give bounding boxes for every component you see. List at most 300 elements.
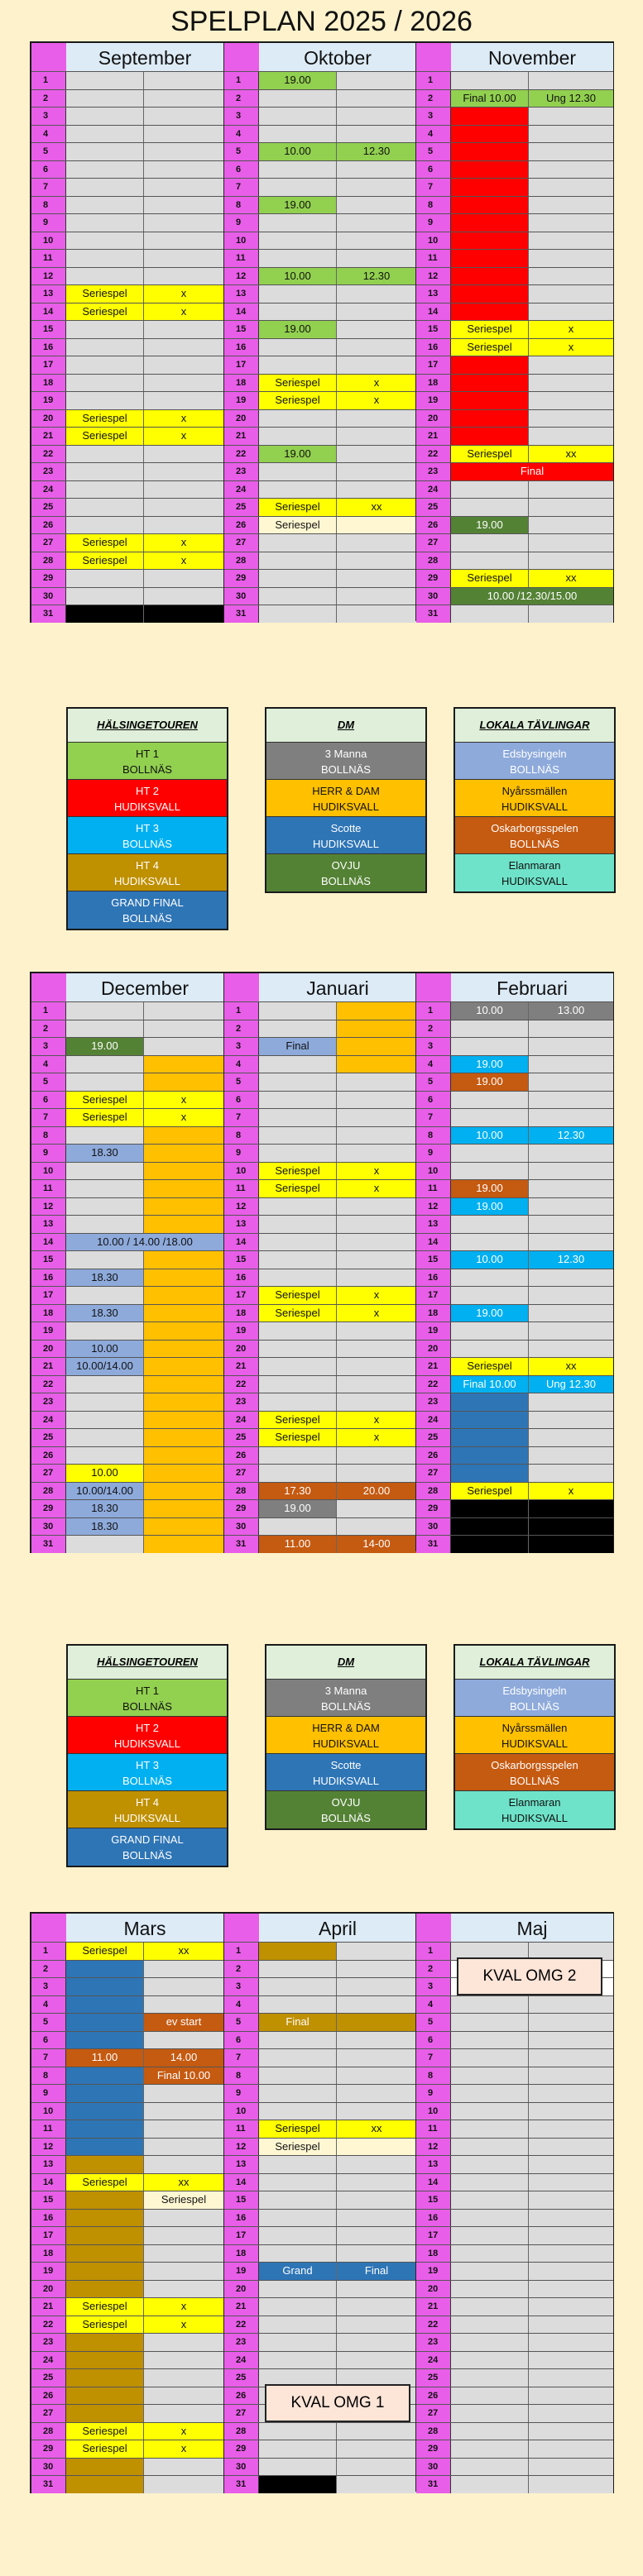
event-cell-1[interactable]: Final [259,2014,337,2031]
day-row[interactable] [224,1269,416,1287]
event-cell-2[interactable] [529,143,613,160]
event-cell-1[interactable] [451,2281,529,2298]
event-cell-2[interactable] [144,1429,223,1446]
event-cell-1[interactable] [259,534,337,552]
event-cell-2[interactable]: 12.30 [337,268,416,285]
event-cell-1[interactable] [66,1056,144,1073]
event-cell-2[interactable]: x [144,552,223,570]
day-row[interactable] [31,1482,223,1500]
event-cell-1[interactable]: Seriespel [259,2120,337,2138]
day-row[interactable] [224,2458,416,2476]
event-cell-2[interactable] [529,1465,613,1482]
day-row[interactable] [31,2048,223,2067]
event-cell-2[interactable] [337,161,416,179]
day-row[interactable] [224,338,416,356]
day-row[interactable] [31,1269,223,1287]
event-cell-1[interactable]: 10.00 [451,1002,529,1020]
day-row[interactable] [416,1162,613,1180]
day-row[interactable] [31,1215,223,1233]
day-row[interactable] [224,2048,416,2067]
day-row[interactable] [224,125,416,143]
event-cell-1[interactable] [259,126,337,143]
event-cell-1[interactable]: Seriespel [259,517,337,534]
event-cell-2[interactable] [529,2049,613,2067]
event-cell-1[interactable] [451,268,529,285]
event-cell-2[interactable]: x [144,1092,223,1109]
day-row[interactable] [416,2084,613,2102]
event-cell-1[interactable] [66,1376,144,1393]
event-cell-1[interactable] [451,2459,529,2476]
day-row[interactable] [224,2084,416,2102]
event-cell-1[interactable]: Seriespel [66,1092,144,1109]
event-cell-2[interactable] [337,1269,416,1287]
event-cell-2[interactable] [529,108,613,125]
event-cell-2[interactable] [337,2085,416,2102]
day-row[interactable] [416,1321,613,1340]
event-cell-1[interactable] [66,1251,144,1269]
day-row[interactable] [416,320,613,338]
day-row[interactable] [31,2173,223,2191]
day-row[interactable] [416,1482,613,1500]
day-row[interactable] [416,1233,613,1251]
day-row[interactable] [224,2191,416,2209]
day-row[interactable] [31,1037,223,1055]
event-cell-2[interactable]: xx [529,570,613,587]
event-cell[interactable]: 10.00 / 14.00 /18.00 [66,1234,223,1251]
event-cell-1[interactable] [66,1002,144,1020]
event-cell-1[interactable] [259,570,337,587]
day-row[interactable] [31,1286,223,1304]
day-row[interactable] [224,1482,416,1500]
day-row[interactable] [224,2297,416,2316]
event-cell-1[interactable] [66,605,144,623]
day-row[interactable] [416,2351,613,2369]
day-row[interactable] [416,1037,613,1055]
event-cell-1[interactable] [66,2476,144,2493]
event-cell-2[interactable] [144,2139,223,2156]
event-cell-1[interactable] [259,1127,337,1145]
event-cell-1[interactable] [259,463,337,480]
event-cell-1[interactable] [451,2085,529,2102]
event-cell-2[interactable]: x [337,1305,416,1322]
event-cell-1[interactable] [66,268,144,285]
event-cell-1[interactable] [259,1145,337,1162]
event-cell-2[interactable] [529,2459,613,2476]
day-row[interactable] [224,2244,416,2263]
event-cell-2[interactable] [529,2281,613,2298]
event-cell-1[interactable] [66,321,144,338]
event-cell-2[interactable] [529,268,613,285]
event-cell-1[interactable] [451,2049,529,2067]
event-cell-1[interactable]: Seriespel [259,2139,337,2156]
event-cell-2[interactable]: Ung 12.30 [529,1376,613,1393]
event-cell-2[interactable] [337,1518,416,1536]
day-row[interactable] [416,196,613,214]
day-row[interactable] [416,1197,613,1216]
event-cell-1[interactable]: Seriespel [259,1412,337,1429]
event-cell-1[interactable]: 19.00 [259,72,337,89]
event-cell-2[interactable] [337,1358,416,1375]
day-row[interactable] [416,1517,613,1536]
event-cell-2[interactable]: Ung 12.30 [529,90,613,108]
event-cell-2[interactable] [337,2014,416,2031]
event-cell-2[interactable] [337,2281,416,2298]
day-row[interactable] [31,1233,223,1251]
event-cell-2[interactable] [337,1322,416,1340]
day-row[interactable] [416,516,613,534]
day-row[interactable] [224,107,416,125]
event-cell-1[interactable] [66,2139,144,2156]
day-row[interactable] [31,284,223,303]
day-row[interactable] [31,303,223,321]
day-row[interactable] [31,2244,223,2263]
event-cell-1[interactable] [66,2352,144,2369]
day-row[interactable] [31,2297,223,2316]
event-cell-2[interactable]: xx [529,446,613,463]
event-cell-1[interactable] [259,90,337,108]
event-cell-2[interactable] [337,1978,416,1995]
event-cell-2[interactable] [529,2067,613,2085]
event-cell-2[interactable] [529,2298,613,2316]
event-cell-2[interactable] [529,2227,613,2244]
event-cell-1[interactable]: Seriespel [66,2423,144,2440]
event-cell-1[interactable]: 19.00 [66,1038,144,1055]
event-cell-2[interactable] [337,1198,416,1216]
event-cell-2[interactable] [144,2334,223,2351]
event-cell-1[interactable] [451,1269,529,1287]
day-row[interactable] [416,1428,613,1446]
event-cell-2[interactable] [529,179,613,196]
day-row[interactable] [31,1020,223,1038]
day-row[interactable] [224,1340,416,1358]
event-cell-1[interactable]: 18.30 [66,1500,144,1517]
day-row[interactable] [224,1108,416,1126]
event-cell-2[interactable] [529,1287,613,1304]
event-cell-2[interactable] [337,2191,416,2209]
event-cell-1[interactable] [66,339,144,356]
day-row[interactable] [416,1001,613,1020]
day-row[interactable] [31,2333,223,2351]
event-cell-2[interactable] [529,1056,613,1073]
day-row[interactable] [31,356,223,374]
day-row[interactable] [31,2422,223,2440]
day-row[interactable] [224,1286,416,1304]
day-row[interactable] [31,1055,223,1073]
event-cell-2[interactable]: x [144,285,223,303]
event-cell-1[interactable] [259,1393,337,1411]
event-cell-2[interactable] [144,1393,223,1411]
event-cell-2[interactable]: 12.30 [529,1127,613,1145]
event-cell-1[interactable] [66,2334,144,2351]
event-cell-2[interactable] [144,321,223,338]
event-cell-2[interactable] [144,232,223,250]
event-cell-2[interactable] [337,250,416,267]
event-cell-1[interactable] [66,570,144,587]
event-cell-2[interactable] [144,1020,223,1038]
event-cell-1[interactable] [451,1393,529,1411]
event-cell-1[interactable] [66,161,144,179]
day-row[interactable] [416,303,613,321]
event-cell-1[interactable] [451,481,529,499]
day-row[interactable] [416,1357,613,1375]
event-cell-2[interactable] [144,72,223,89]
day-row[interactable] [31,1162,223,1180]
event-cell-2[interactable] [337,410,416,428]
event-cell-2[interactable] [337,1996,416,2014]
day-row[interactable] [416,2387,613,2405]
event-cell-2[interactable] [144,1251,223,1269]
day-row[interactable] [416,1446,613,1465]
day-row[interactable] [31,1464,223,1482]
event-cell-1[interactable] [451,2245,529,2263]
event-cell-1[interactable]: 10.00 [66,1465,144,1482]
event-cell-2[interactable] [144,1180,223,1197]
event-cell-2[interactable] [529,2156,613,2173]
day-row[interactable] [224,569,416,587]
event-cell-2[interactable] [337,1251,416,1269]
event-cell-2[interactable] [337,2103,416,2120]
event-cell-2[interactable] [529,605,613,623]
event-cell-2[interactable]: Final [337,2263,416,2280]
event-cell-1[interactable] [259,1269,337,1287]
day-row[interactable] [416,2458,613,2476]
day-row[interactable] [224,409,416,428]
event-cell-2[interactable] [337,1500,416,1517]
event-cell-2[interactable] [529,1305,613,1322]
day-row[interactable] [224,587,416,605]
day-row[interactable] [416,1304,613,1322]
event-cell-2[interactable] [144,2476,223,2493]
event-cell-1[interactable] [66,2387,144,2405]
day-row[interactable] [224,2280,416,2298]
day-row[interactable] [416,1411,613,1429]
day-row[interactable] [416,213,613,232]
day-row[interactable] [31,2316,223,2334]
event-cell-2[interactable] [337,1038,416,1055]
event-cell-2[interactable] [337,1943,416,1960]
event-cell-2[interactable] [337,339,416,356]
event-cell-2[interactable]: x [144,410,223,428]
event-cell-1[interactable] [66,1127,144,1145]
event-cell-1[interactable] [451,126,529,143]
event-cell-1[interactable] [66,499,144,516]
event-cell-1[interactable]: 19.00 [259,321,337,338]
day-row[interactable] [224,1162,416,1180]
day-row[interactable] [416,1375,613,1393]
event-cell-2[interactable] [144,1216,223,1233]
event-cell-1[interactable] [66,375,144,392]
event-cell-1[interactable] [259,1109,337,1126]
event-cell-2[interactable]: xx [337,2120,416,2138]
event-cell-1[interactable] [66,72,144,89]
day-row[interactable] [224,1304,416,1322]
event-cell-1[interactable] [259,2156,337,2173]
event-cell-1[interactable] [259,1996,337,2014]
event-cell-1[interactable] [451,2316,529,2334]
day-row[interactable] [416,2155,613,2173]
event-cell-2[interactable] [337,1447,416,1465]
event-cell-2[interactable]: x [337,1429,416,1446]
event-cell-1[interactable] [66,2191,144,2209]
day-row[interactable] [416,2138,613,2156]
day-row[interactable] [416,587,613,605]
event-cell-1[interactable] [259,2298,337,2316]
event-cell-2[interactable] [144,570,223,587]
event-cell-1[interactable] [66,197,144,214]
event-cell-2[interactable] [144,2459,223,2476]
event-cell-2[interactable] [529,2316,613,2334]
event-cell-1[interactable] [259,1216,337,1233]
event-cell-1[interactable] [66,1216,144,1233]
event-cell-1[interactable] [451,1020,529,1038]
event-cell-1[interactable]: 10.00 [259,268,337,285]
day-row[interactable] [31,267,223,285]
event-cell-2[interactable] [529,517,613,534]
event-cell-1[interactable] [66,517,144,534]
event-cell-2[interactable] [529,2139,613,2156]
event-cell-1[interactable] [66,1073,144,1091]
event-cell-2[interactable] [337,179,416,196]
event-cell-1[interactable] [66,2014,144,2031]
day-row[interactable] [416,2226,613,2244]
day-row[interactable] [416,1073,613,1091]
day-row[interactable] [31,2368,223,2387]
day-row[interactable] [416,409,613,428]
event-cell-1[interactable] [66,2156,144,2173]
event-cell-2[interactable] [529,2440,613,2458]
day-row[interactable] [31,1942,223,1960]
day-row[interactable] [416,1995,613,2014]
event-cell-2[interactable] [529,2032,613,2049]
event-cell-1[interactable] [66,356,144,374]
day-row[interactable] [31,338,223,356]
event-cell-2[interactable] [144,179,223,196]
event-cell-2[interactable] [337,2174,416,2191]
event-cell-2[interactable] [144,1341,223,1358]
day-row[interactable] [224,1091,416,1109]
event-cell-1[interactable] [66,126,144,143]
event-cell-2[interactable] [337,2459,416,2476]
event-cell-2[interactable] [144,1038,223,1055]
day-row[interactable] [416,427,613,445]
day-row[interactable] [31,2138,223,2156]
event-cell-1[interactable] [259,1251,337,1269]
event-cell-2[interactable]: x [337,1180,416,1197]
day-row[interactable] [416,1499,613,1517]
event-cell-2[interactable] [337,463,416,480]
event-cell[interactable]: Final [451,463,613,480]
day-row[interactable] [31,2102,223,2120]
day-row[interactable] [224,2351,416,2369]
event-cell-1[interactable] [66,2263,144,2280]
event-cell-1[interactable] [451,499,529,516]
event-cell-2[interactable] [337,1092,416,1109]
event-cell-1[interactable] [259,1092,337,1109]
day-row[interactable] [416,107,613,125]
event-cell-2[interactable] [529,250,613,267]
event-cell-2[interactable] [337,126,416,143]
event-cell-2[interactable] [529,1216,613,1233]
day-row[interactable] [416,480,613,499]
day-row[interactable] [224,1535,416,1553]
event-cell-1[interactable]: 18.30 [66,1305,144,1322]
day-row[interactable] [224,249,416,267]
event-cell-2[interactable] [529,392,613,409]
day-row[interactable] [416,391,613,409]
day-row[interactable] [31,1393,223,1411]
day-row[interactable] [31,125,223,143]
event-cell-1[interactable] [66,1163,144,1180]
day-row[interactable] [31,1340,223,1358]
event-cell-2[interactable] [337,446,416,463]
day-row[interactable] [224,516,416,534]
day-row[interactable] [31,2440,223,2458]
day-row[interactable] [224,1357,416,1375]
day-row[interactable] [31,213,223,232]
event-cell-1[interactable]: Seriespel [66,2316,144,2334]
event-cell-2[interactable] [144,1376,223,1393]
event-cell-1[interactable] [66,1020,144,1038]
day-row[interactable] [31,409,223,428]
event-cell-1[interactable]: Seriespel [66,303,144,321]
day-row[interactable] [224,2138,416,2156]
event-cell-2[interactable]: x [337,1287,416,1304]
event-cell-2[interactable] [337,303,416,321]
event-cell-2[interactable] [529,1447,613,1465]
event-cell-1[interactable] [451,2387,529,2405]
event-cell-1[interactable]: Seriespel [451,1483,529,1500]
day-row[interactable] [31,374,223,392]
event-cell-1[interactable] [259,2423,337,2440]
event-cell-1[interactable]: Seriespel [66,534,144,552]
event-cell-1[interactable] [259,1465,337,1482]
day-row[interactable] [416,2316,613,2334]
day-row[interactable] [416,2333,613,2351]
event-cell-1[interactable]: Seriespel [451,1358,529,1375]
day-row[interactable] [416,2048,613,2067]
event-cell-2[interactable] [337,1376,416,1393]
event-cell-1[interactable] [451,1341,529,1358]
event-cell-2[interactable] [529,481,613,499]
event-cell-2[interactable] [144,588,223,605]
day-row[interactable] [31,1995,223,2014]
event-cell-1[interactable] [259,1056,337,1073]
day-row[interactable] [224,1446,416,1465]
day-row[interactable] [224,1411,416,1429]
day-row[interactable] [224,374,416,392]
event-cell-1[interactable] [259,1358,337,1375]
event-cell-2[interactable] [144,339,223,356]
day-row[interactable] [416,284,613,303]
event-cell-1[interactable] [66,2103,144,2120]
day-row[interactable] [416,2368,613,2387]
event-cell-1[interactable] [259,250,337,267]
event-cell-1[interactable]: Seriespel [66,2298,144,2316]
event-cell-2[interactable] [144,446,223,463]
day-row[interactable] [31,569,223,587]
day-row[interactable] [224,2155,416,2173]
event-cell-1[interactable] [451,1145,529,1162]
event-cell-1[interactable] [66,2245,144,2263]
event-cell-2[interactable]: Seriespel [144,2191,223,2209]
event-cell-1[interactable] [66,588,144,605]
event-cell-1[interactable] [66,481,144,499]
event-cell-1[interactable] [451,2476,529,2493]
event-cell-2[interactable] [337,570,416,587]
event-cell-1[interactable] [451,1322,529,1340]
day-row[interactable] [31,1197,223,1216]
event-cell-2[interactable] [144,356,223,374]
